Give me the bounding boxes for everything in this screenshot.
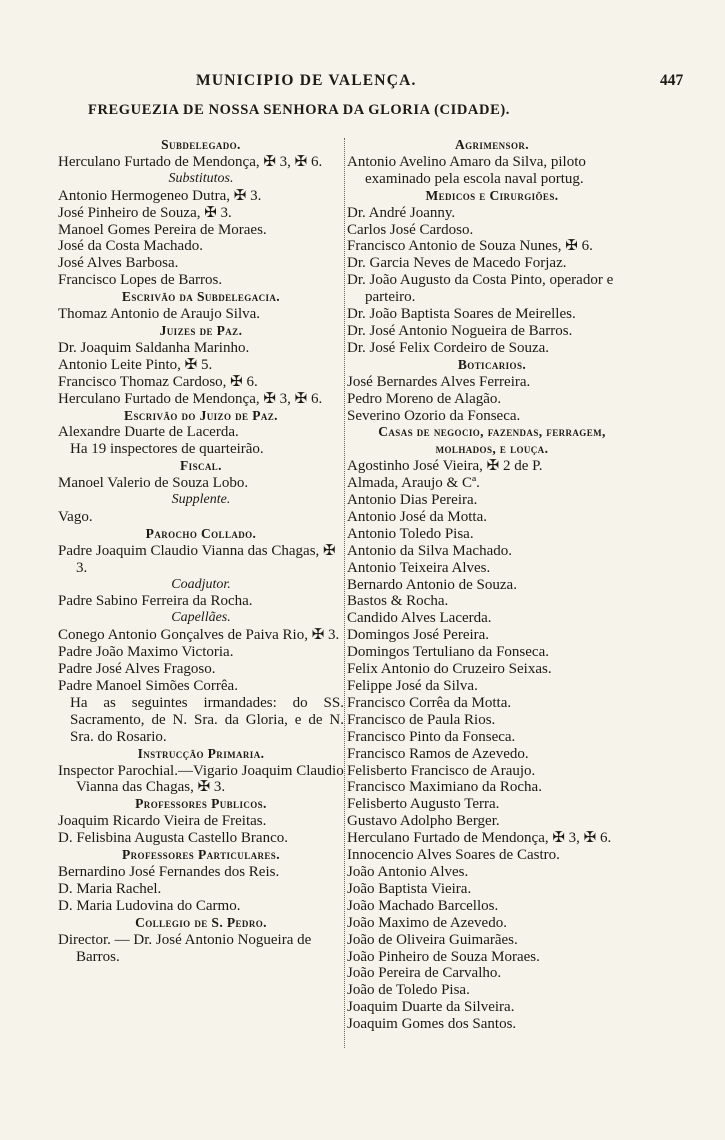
- list-item: Joaquim Duarte da Silveira.: [347, 999, 515, 1016]
- list-item: D. Felisbina Augusta Castello Branco.: [58, 830, 288, 847]
- running-title: MUNICIPIO DE VALENÇA.: [196, 72, 417, 89]
- list-item: João de Toledo Pisa.: [347, 982, 470, 999]
- list-item: Felisberto Augusto Terra.: [347, 796, 500, 813]
- list-item: Padre Sabino Ferreira da Rocha.: [58, 593, 253, 610]
- section-heading: Medicos e Cirurgiões.: [425, 187, 559, 203]
- section-heading: Juizes de Paz.: [159, 322, 243, 338]
- list-item: José Bernardes Alves Ferreira.: [347, 373, 531, 390]
- section-heading: Instrucção Primaria.: [137, 745, 265, 761]
- list-item: Carlos José Cardoso.: [347, 221, 474, 238]
- list-item: Alexandre Duarte de Lacerda.: [58, 424, 239, 441]
- list-item: Dr. José Felix Cordeiro de Souza.: [347, 339, 550, 356]
- list-item: Padre Manoel Simões Corrêa.: [58, 678, 238, 694]
- list-item: José da Costa Machado.: [58, 238, 203, 255]
- list-item: Antonio Hermogeneo Dutra, ✠ 3.: [58, 187, 262, 204]
- list-item: Antonio Avelino Amaro da Silva, piloto examinado pela escola naval portug.: [347, 153, 586, 187]
- list-item: Herculano Furtado de Mendonça, ✠ 3, ✠ 6.: [58, 153, 323, 170]
- subsection-heading: Supplente.: [171, 492, 231, 508]
- list-item: Felisberto Francisco de Araujo.: [347, 762, 536, 779]
- right-column: [347, 137, 637, 1033]
- list-item: Felippe José da Silva.: [347, 678, 478, 694]
- list-item: D. Maria Rachel.: [58, 880, 162, 897]
- list-item: João Baptista Vieira.: [347, 880, 472, 897]
- page-number: 447: [660, 72, 684, 89]
- list-item: Director. — Dr. José Antonio Nogueira de Barros.: [58, 931, 312, 965]
- list-item: Candido Alves Lacerda.: [347, 610, 492, 627]
- list-item: Herculano Furtado de Mendonça, ✠ 3, ✠ 6.: [347, 830, 612, 847]
- list-item: Bernardino José Fernandes dos Reis.: [58, 863, 280, 880]
- list-item: Thomaz Antonio de Araujo Silva.: [58, 306, 261, 323]
- list-item: Francisco Lopes de Barros.: [58, 272, 223, 289]
- list-item: Francisco Pinto da Fonseca.: [347, 728, 516, 745]
- list-item: Felix Antonio do Cruzeiro Seixas.: [347, 661, 552, 678]
- list-item: João Antonio Alves.: [347, 863, 469, 880]
- list-item: Dr. João Baptista Soares de Meirelles.: [347, 306, 576, 323]
- list-item: Agostinho José Vieira, ✠ 2 de P.: [347, 458, 543, 475]
- list-item: Padre Joaquim Claudio Vianna das Chagas, ✠ 3.: [58, 542, 336, 576]
- section-heading: Casas de negocio, fazendas, ferragem, molhados, e louça.: [378, 424, 606, 457]
- section-heading: Fiscal.: [180, 458, 222, 474]
- list-item: Severino Ozorio da Fonseca.: [347, 407, 521, 424]
- subsection-heading: Substitutos.: [168, 170, 234, 186]
- list-item: Ha as seguintes irmandades: do SS. Sacramento, de N. Sra. da Gloria, e de N. Sra. do Rosario.: [70, 694, 344, 745]
- section-heading: Boticarios.: [457, 356, 527, 372]
- section-heading: Subdelegado.: [161, 137, 241, 152]
- section-heading: Parocho Collado.: [145, 525, 257, 541]
- list-item: D. Maria Ludovina do Carmo.: [58, 897, 241, 914]
- list-item: João de Oliveira Guimarães.: [347, 931, 518, 948]
- list-item: José Pinheiro de Souza, ✠ 3.: [58, 204, 232, 221]
- list-item: Ha 19 inspectores de quarteirão.: [70, 441, 264, 458]
- list-item: Antonio Leite Pinto, ✠ 5.: [58, 356, 213, 373]
- list-item: João Machado Barcellos.: [347, 897, 499, 914]
- section-heading: Professores Particulares.: [122, 847, 280, 863]
- list-item: Francisco Thomaz Cardoso, ✠ 6.: [58, 373, 258, 390]
- list-item: Dr. Joaquim Saldanha Marinho.: [58, 339, 250, 356]
- list-item: Joaquim Ricardo Vieira de Freitas.: [58, 813, 267, 830]
- list-item: Dr. André Joanny.: [347, 204, 456, 221]
- list-item: Antonio José da Motta.: [347, 508, 487, 525]
- section-heading: Collegio de S. Pedro.: [135, 914, 267, 930]
- list-item: Antonio Teixeira Alves.: [347, 559, 491, 576]
- left-column: [58, 137, 344, 965]
- list-item: Domingos Tertuliano da Fonseca.: [347, 644, 549, 661]
- list-item: Vago.: [58, 508, 93, 525]
- list-item: Dr. Garcia Neves de Macedo Forjaz.: [347, 255, 567, 272]
- list-item: Domingos José Pereira.: [347, 627, 490, 644]
- list-item: Almada, Araujo & Cª.: [347, 475, 480, 492]
- section-heading: Agrimensor.: [454, 137, 530, 152]
- list-item: Dr. José Antonio Nogueira de Barros.: [347, 322, 573, 339]
- list-item: Francisco Corrêa da Motta.: [347, 694, 512, 711]
- list-item: Antonio da Silva Machado.: [347, 542, 512, 559]
- section-heading: Escrivão da Subdelegacia.: [121, 289, 281, 305]
- list-item: Antonio Dias Pereira.: [347, 492, 478, 509]
- list-item: Pedro Moreno de Alagão.: [347, 390, 502, 407]
- subsection-heading: Capellães.: [171, 610, 231, 626]
- page-header: [0, 70, 725, 94]
- list-item: Joaquim Gomes dos Santos.: [347, 1016, 517, 1033]
- list-item: Herculano Furtado de Mendonça, ✠ 3, ✠ 6.: [58, 390, 323, 407]
- list-item: Francisco Maximiano da Rocha.: [347, 779, 542, 796]
- list-item: Antonio Toledo Pisa.: [347, 525, 474, 542]
- parish-title: FREGUEZIA DE NOSSA SENHORA DA GLORIA (CIDADE).: [88, 102, 510, 118]
- list-item: Bernardo Antonio de Souza.: [347, 576, 517, 593]
- section-heading: Professores Publicos.: [135, 796, 267, 812]
- section-heading: Escrivão do Juizo de Paz.: [124, 407, 278, 423]
- list-item: Manoel Gomes Pereira de Moraes.: [58, 221, 267, 238]
- list-item: Francisco Ramos de Azevedo.: [347, 745, 529, 762]
- list-item: Francisco de Paula Rios.: [347, 711, 496, 728]
- list-item: João Maximo de Azevedo.: [347, 914, 507, 931]
- column-divider: [344, 138, 345, 1048]
- list-item: José Alves Barbosa.: [58, 255, 179, 272]
- list-item: João Pereira de Carvalho.: [347, 965, 502, 982]
- list-item: Dr. João Augusto da Costa Pinto, operador e parteiro.: [347, 272, 614, 306]
- subsection-heading: Coadjutor.: [171, 576, 231, 592]
- list-item: Francisco Antonio de Souza Nunes, ✠ 6.: [347, 238, 593, 255]
- list-item: Manoel Valerio de Souza Lobo.: [58, 475, 249, 492]
- list-item: Innocencio Alves Soares de Castro.: [347, 847, 560, 864]
- list-item: Inspector Parochial.—Vigario Joaquim Claudio Vianna das Chagas, ✠ 3.: [58, 762, 344, 796]
- list-item: Bastos & Rocha.: [347, 593, 449, 610]
- list-item: Gustavo Adolpho Berger.: [347, 813, 500, 830]
- list-item: Conego Antonio Gonçalves de Paiva Rio, ✠ 3.: [58, 627, 340, 644]
- list-item: João Pinheiro de Souza Moraes.: [347, 948, 540, 965]
- list-item: Padre João Maximo Victoria.: [58, 644, 234, 661]
- list-item: Padre José Alves Fragoso.: [58, 661, 216, 678]
